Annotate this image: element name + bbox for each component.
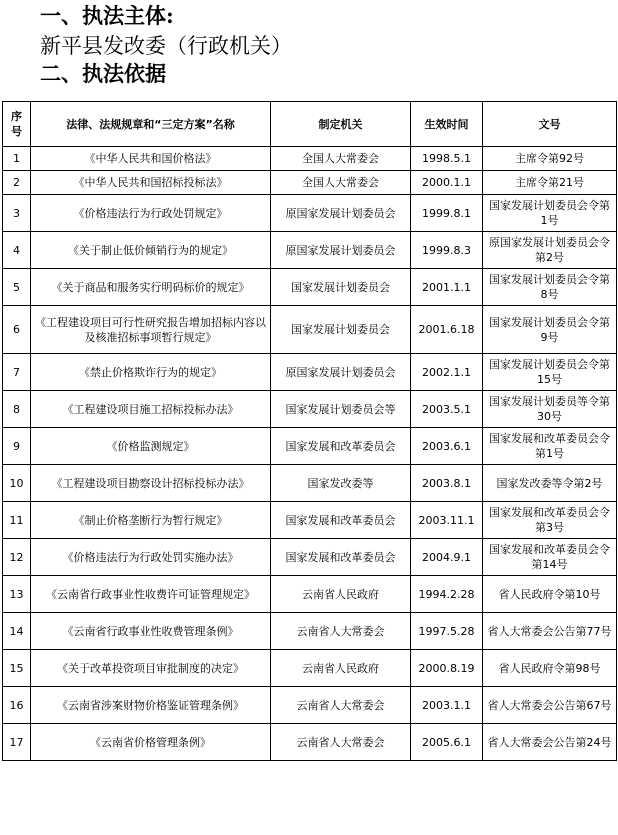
table-row — [3, 171, 617, 195]
cell-no: 17 — [3, 724, 31, 761]
cell-org: 国家发展计划委员会等 — [271, 391, 411, 428]
cell-no: 6 — [3, 306, 31, 354]
header-name: 法律、法规规章和“三定方案”名称 — [31, 102, 271, 147]
cell-org: 原国家发展计划委员会 — [271, 232, 411, 269]
cell-org: 国家发展和改革委员会 — [271, 539, 411, 576]
cell-org: 云南省人民政府 — [271, 576, 411, 613]
cell-no: 7 — [3, 354, 31, 391]
cell-doc: 国家发展和改革委员会令第1号 — [483, 428, 617, 465]
cell-doc: 国家发展计划委员会令第9号 — [483, 306, 617, 354]
cell-org: 云南省人大常委会 — [271, 687, 411, 724]
cell-no: 12 — [3, 539, 31, 576]
cell-doc: 省人民政府令第98号 — [483, 650, 617, 687]
cell-org: 云南省人大常委会 — [271, 613, 411, 650]
header-no: 序号 — [3, 102, 31, 147]
section-heading-basis: 二、执法依据 — [40, 61, 166, 86]
cell-org: 云南省人民政府 — [271, 650, 411, 687]
cell-name: 《价格违法行为行政处罚规定》 — [31, 195, 271, 232]
cell-doc: 主席令第21号 — [483, 171, 617, 195]
cell-org: 原国家发展计划委员会 — [271, 195, 411, 232]
table-row — [3, 269, 617, 306]
cell-no: 4 — [3, 232, 31, 269]
cell-no: 9 — [3, 428, 31, 465]
cell-doc: 国家发改委等令第2号 — [483, 465, 617, 502]
cell-doc: 省人大常委会公告第67号 — [483, 687, 617, 724]
cell-no: 11 — [3, 502, 31, 539]
cell-name: 《中华人民共和国招标投标法》 — [31, 171, 271, 195]
cell-org: 国家发展计划委员会 — [271, 306, 411, 354]
cell-name: 《关于商品和服务实行明码标价的规定》 — [31, 269, 271, 306]
table-row — [3, 502, 617, 539]
cell-date: 2001.1.1 — [411, 269, 483, 306]
cell-date: 2003.8.1 — [411, 465, 483, 502]
cell-no: 16 — [3, 687, 31, 724]
cell-date: 2000.1.1 — [411, 171, 483, 195]
cell-date: 1999.8.3 — [411, 232, 483, 269]
table-row — [3, 232, 617, 269]
cell-date: 1994.2.28 — [411, 576, 483, 613]
header-org: 制定机关 — [271, 102, 411, 147]
header-date: 生效时间 — [411, 102, 483, 147]
cell-name: 《云南省涉案财物价格鉴证管理条例》 — [31, 687, 271, 724]
section-heading-subject: 一、执法主体: — [40, 3, 174, 28]
cell-date: 2000.8.19 — [411, 650, 483, 687]
cell-date: 2004.9.1 — [411, 539, 483, 576]
table-row — [3, 306, 617, 354]
table-row — [3, 724, 617, 761]
cell-doc: 原国家发展计划委员会令第2号 — [483, 232, 617, 269]
table-row — [3, 687, 617, 724]
cell-doc: 国家发展计划委员会令第1号 — [483, 195, 617, 232]
cell-org: 全国人大常委会 — [271, 147, 411, 171]
cell-doc: 省人民政府令第10号 — [483, 576, 617, 613]
cell-name: 《价格监测规定》 — [31, 428, 271, 465]
cell-org: 国家发展和改革委员会 — [271, 428, 411, 465]
cell-no: 10 — [3, 465, 31, 502]
cell-no: 13 — [3, 576, 31, 613]
cell-doc: 国家发展和改革委员会令第3号 — [483, 502, 617, 539]
cell-doc: 国家发展计划委员会令第15号 — [483, 354, 617, 391]
table-row — [3, 539, 617, 576]
cell-doc: 主席令第92号 — [483, 147, 617, 171]
cell-name: 《价格违法行为行政处罚实施办法》 — [31, 539, 271, 576]
cell-no: 5 — [3, 269, 31, 306]
cell-doc: 国家发展计划委员等令第30号 — [483, 391, 617, 428]
cell-org: 原国家发展计划委员会 — [271, 354, 411, 391]
subject-name: 新平县发改委（行政机关） — [40, 34, 292, 58]
table-row — [3, 576, 617, 613]
cell-no: 14 — [3, 613, 31, 650]
cell-doc: 国家发展和改革委员会令第14号 — [483, 539, 617, 576]
cell-date: 2003.6.1 — [411, 428, 483, 465]
cell-date: 2003.1.1 — [411, 687, 483, 724]
cell-doc: 省人大常委会公告第24号 — [483, 724, 617, 761]
cell-date: 2003.11.1 — [411, 502, 483, 539]
cell-date: 2001.6.18 — [411, 306, 483, 354]
table-row — [3, 465, 617, 502]
cell-name: 《关于制止低价倾销行为的规定》 — [31, 232, 271, 269]
cell-no: 8 — [3, 391, 31, 428]
table-row — [3, 354, 617, 391]
cell-doc: 国家发展计划委员会令第8号 — [483, 269, 617, 306]
table-row — [3, 428, 617, 465]
table-body — [3, 147, 617, 761]
cell-name: 《工程建设项目勘察设计招标投标办法》 — [31, 465, 271, 502]
cell-name: 《制止价格垄断行为暂行规定》 — [31, 502, 271, 539]
header-doc: 文号 — [483, 102, 617, 147]
table-row — [3, 391, 617, 428]
cell-date: 1999.8.1 — [411, 195, 483, 232]
table-row — [3, 613, 617, 650]
cell-no: 1 — [3, 147, 31, 171]
cell-name: 《禁止价格欺诈行为的规定》 — [31, 354, 271, 391]
cell-no: 2 — [3, 171, 31, 195]
table-header-row — [3, 102, 617, 147]
cell-doc: 省人大常委会公告第77号 — [483, 613, 617, 650]
cell-date: 1998.5.1 — [411, 147, 483, 171]
cell-date: 2005.6.1 — [411, 724, 483, 761]
cell-no: 3 — [3, 195, 31, 232]
cell-date: 2003.5.1 — [411, 391, 483, 428]
cell-name: 《云南省行政事业性收费管理条例》 — [31, 613, 271, 650]
cell-name: 《中华人民共和国价格法》 — [31, 147, 271, 171]
cell-org: 国家发展计划委员会 — [271, 269, 411, 306]
cell-name: 《云南省价格管理条例》 — [31, 724, 271, 761]
table-row — [3, 195, 617, 232]
cell-name: 《工程建设项目可行性研究报告增加招标内容以及核准招标事项暂行规定》 — [31, 306, 271, 354]
cell-org: 国家发改委等 — [271, 465, 411, 502]
cell-org: 国家发展和改革委员会 — [271, 502, 411, 539]
cell-date: 2002.1.1 — [411, 354, 483, 391]
cell-org: 全国人大常委会 — [271, 171, 411, 195]
cell-date: 1997.5.28 — [411, 613, 483, 650]
cell-name: 《关于改革投资项目审批制度的决定》 — [31, 650, 271, 687]
cell-no: 15 — [3, 650, 31, 687]
table-row — [3, 147, 617, 171]
cell-name: 《云南省行政事业性收费许可证管理规定》 — [31, 576, 271, 613]
law-basis-table — [2, 101, 617, 761]
table-row — [3, 650, 617, 687]
cell-org: 云南省人大常委会 — [271, 724, 411, 761]
cell-name: 《工程建设项目施工招标投标办法》 — [31, 391, 271, 428]
